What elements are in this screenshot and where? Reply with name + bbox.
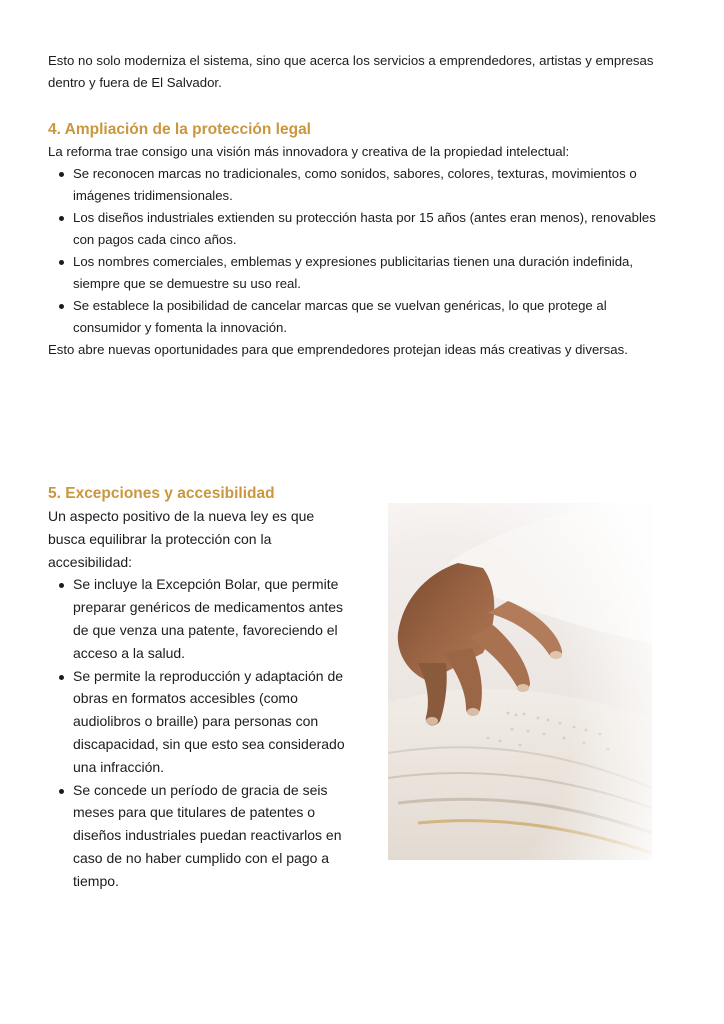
- list-item: Se reconocen marcas no tradicionales, como sonidos, sabores, colores, texturas, movimientos o imágenes tridimensionales.: [48, 163, 678, 207]
- section-exceptions-accessibility: [48, 483, 348, 893]
- list-item: Se permite la reproducción y adaptación de obras en formatos accesibles (como audiolibros o braille) para personas con discapacidad, sin que esto sea considerado una infracción.: [48, 665, 348, 779]
- section-5-heading: 5. Excepciones y accesibilidad: [48, 485, 275, 502]
- list-item: Se incluye la Excepción Bolar, que permite preparar genéricos de medicamentos antes de que venza una patente, favoreciendo el acceso a la salud.: [48, 573, 348, 664]
- list-item: Los diseños industriales extienden su protección hasta por 15 años (antes eran menos), renovables con pagos cada cinco años.: [48, 207, 678, 251]
- braille-reading-photo: [388, 503, 652, 860]
- section-4-heading: 4. Ampliación de la protección legal: [48, 121, 311, 138]
- intro-paragraph: Esto no solo moderniza el sistema, sino que acerca los servicios a emprendedores, artistas y empresas dentro y fuera de El Salvador.: [48, 53, 654, 90]
- list-item: Se establece la posibilidad de cancelar marcas que se vuelvan genéricas, lo que protege al consumidor y fomenta la innovación.: [48, 295, 678, 339]
- section-5-bullet-list: [48, 573, 348, 892]
- section-legal-protection: [48, 119, 678, 361]
- section-5-lead: Un aspecto positivo de la nueva ley es que busca equilibrar la protección con la accesibilidad:: [48, 508, 315, 570]
- section-4-closing: Esto abre nuevas oportunidades para que emprendedores protejan ideas más creativas y diversas.: [48, 342, 628, 357]
- section-4-bullet-list: [48, 163, 678, 339]
- list-item: Los nombres comerciales, emblemas y expresiones publicitarias tienen una duración indefinida, siempre que se demuestre su uso real.: [48, 251, 678, 295]
- section-4-lead: La reforma trae consigo una visión más innovadora y creativa de la propiedad intelectual:: [48, 144, 570, 159]
- list-item: Se concede un período de gracia de seis meses para que titulares de patentes o diseños industriales puedan reactivarlos en caso de no haber cumplido con el pago a tiempo.: [48, 779, 348, 893]
- braille-hands-illustration: [388, 503, 652, 860]
